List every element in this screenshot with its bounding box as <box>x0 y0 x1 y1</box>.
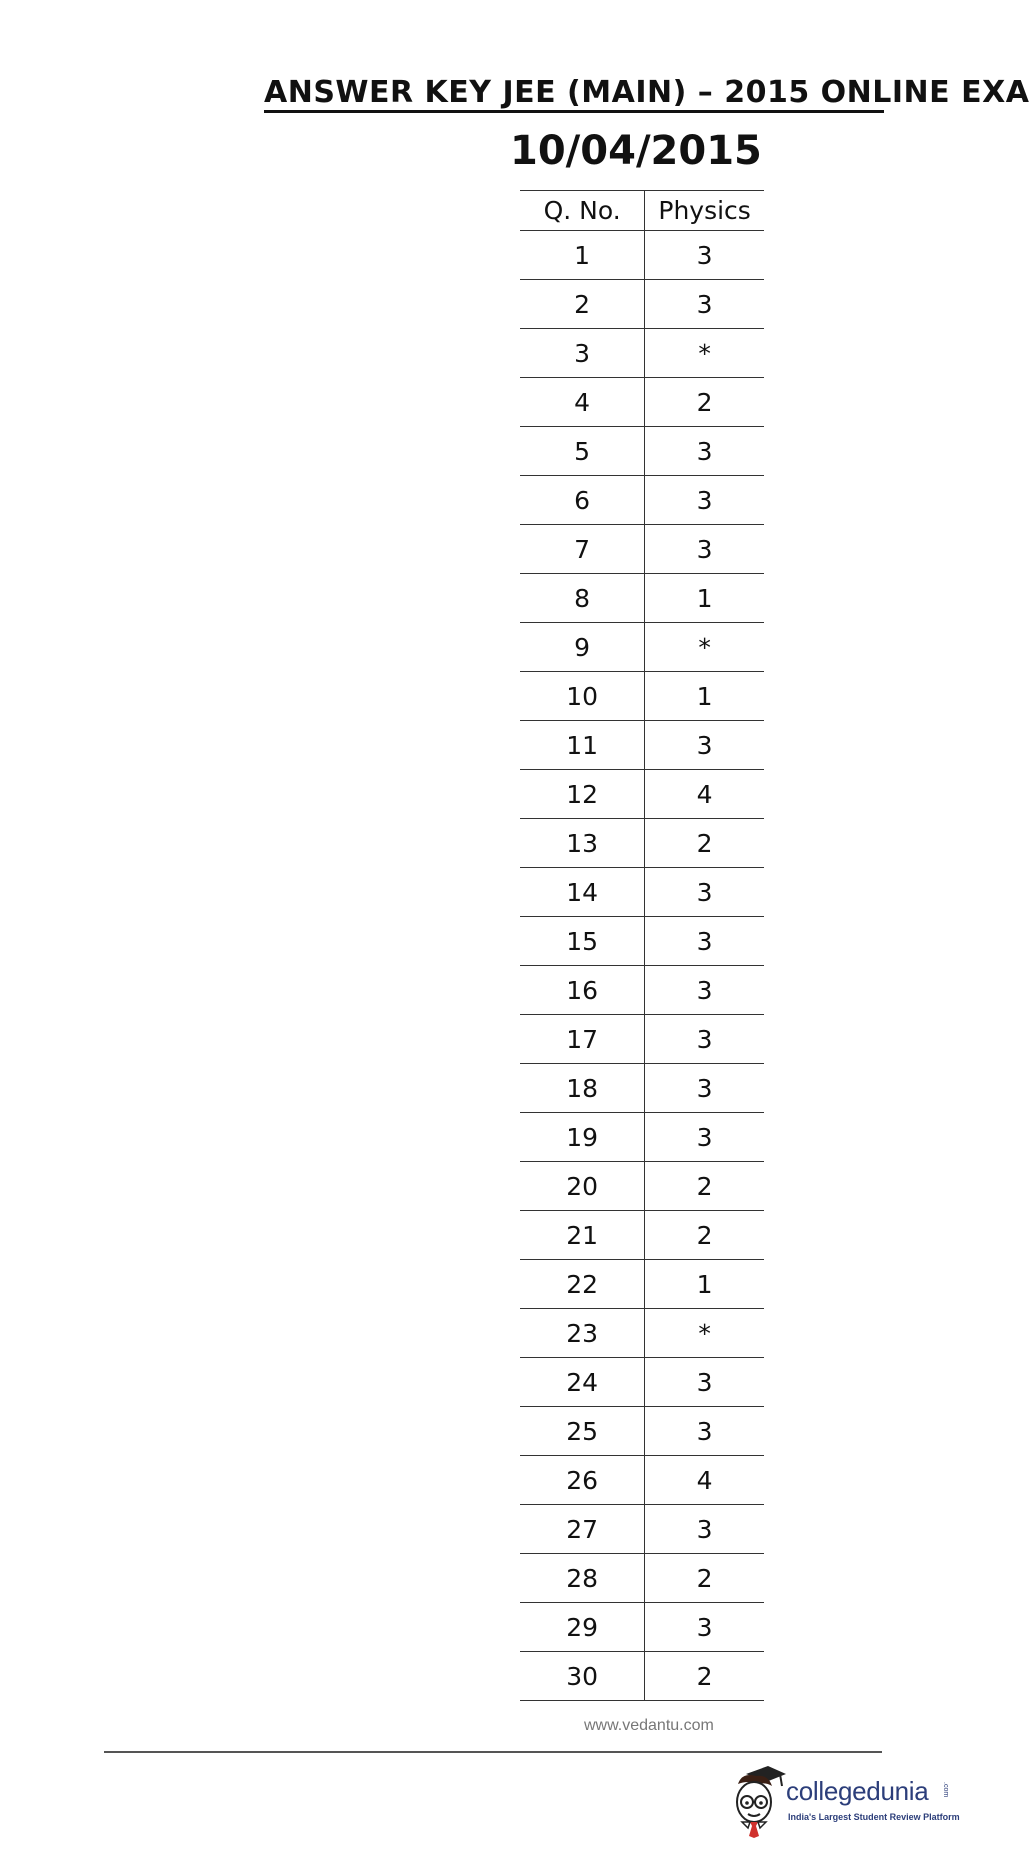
physics-answer-cell: 3 <box>645 1015 764 1064</box>
physics-answer-cell: 2 <box>645 1554 764 1603</box>
physics-answer-cell: 1 <box>645 672 764 721</box>
brand-name: collegedunia <box>786 1776 929 1806</box>
table-row <box>520 623 764 672</box>
question-number-cell: 15 <box>520 917 645 966</box>
physics-answer-cell: 2 <box>645 1162 764 1211</box>
question-number-cell: 23 <box>520 1309 645 1358</box>
question-number-cell: 13 <box>520 819 645 868</box>
physics-answer-cell: 3 <box>645 525 764 574</box>
physics-answer-cell: 1 <box>645 574 764 623</box>
question-number-cell: 26 <box>520 1456 645 1505</box>
question-number-cell: 18 <box>520 1064 645 1113</box>
collegedunia-brand <box>728 1762 958 1838</box>
question-number-cell: 10 <box>520 672 645 721</box>
question-number-cell: 14 <box>520 868 645 917</box>
table-row <box>520 525 764 574</box>
table-row <box>520 476 764 525</box>
physics-answer-cell: * <box>645 329 764 378</box>
physics-answer-cell: 3 <box>645 1603 764 1652</box>
table-row <box>520 574 764 623</box>
table-row <box>520 1407 764 1456</box>
question-number-cell: 4 <box>520 378 645 427</box>
table-row <box>520 1603 764 1652</box>
question-number-cell: 16 <box>520 966 645 1015</box>
student-mascot-icon <box>728 1762 788 1838</box>
table-row <box>520 231 764 280</box>
table-row <box>520 1211 764 1260</box>
physics-answer-cell: 1 <box>645 1260 764 1309</box>
table-row <box>520 819 764 868</box>
brand-tld: .com <box>942 1782 949 1798</box>
question-number-cell: 3 <box>520 329 645 378</box>
footer-site-url: www.vedantu.com <box>584 1717 714 1734</box>
question-number-cell: 6 <box>520 476 645 525</box>
table-row <box>520 1113 764 1162</box>
physics-answer-cell: 3 <box>645 1505 764 1554</box>
question-number-cell: 21 <box>520 1211 645 1260</box>
table-row <box>520 1015 764 1064</box>
physics-answer-cell: 3 <box>645 427 764 476</box>
physics-answer-cell: 3 <box>645 231 764 280</box>
question-number-cell: 11 <box>520 721 645 770</box>
table-row <box>520 1505 764 1554</box>
table-row <box>520 1309 764 1358</box>
table-row <box>520 917 764 966</box>
table-row <box>520 1554 764 1603</box>
document-title: ANSWER KEY JEE (MAIN) – 2015 ONLINE EXA <box>264 75 1029 110</box>
brand-tagline: India's Largest Student Review Platform <box>788 1812 960 1822</box>
question-number-cell: 20 <box>520 1162 645 1211</box>
physics-answer-cell: 3 <box>645 868 764 917</box>
question-number-cell: 22 <box>520 1260 645 1309</box>
physics-answer-cell: 4 <box>645 770 764 819</box>
physics-answer-cell: 3 <box>645 721 764 770</box>
answer-key-table <box>520 190 764 1701</box>
column-header-question-number: Q. No. <box>520 191 645 231</box>
table-row <box>520 1652 764 1701</box>
question-number-cell: 7 <box>520 525 645 574</box>
document-header <box>264 75 1029 114</box>
question-number-cell: 30 <box>520 1652 645 1701</box>
physics-answer-cell: 3 <box>645 1113 764 1162</box>
physics-answer-cell: 2 <box>645 1652 764 1701</box>
exam-date: 10/04/2015 <box>510 128 762 174</box>
physics-answer-cell: 2 <box>645 378 764 427</box>
title-underline <box>264 110 884 113</box>
table-row <box>520 1064 764 1113</box>
question-number-cell: 25 <box>520 1407 645 1456</box>
question-number-cell: 5 <box>520 427 645 476</box>
question-number-cell: 12 <box>520 770 645 819</box>
table-row <box>520 721 764 770</box>
table-row <box>520 378 764 427</box>
question-number-cell: 1 <box>520 231 645 280</box>
physics-answer-cell: 3 <box>645 476 764 525</box>
physics-answer-cell: 3 <box>645 1407 764 1456</box>
physics-answer-cell: 3 <box>645 1064 764 1113</box>
table-row <box>520 966 764 1015</box>
question-number-cell: 28 <box>520 1554 645 1603</box>
question-number-cell: 2 <box>520 280 645 329</box>
physics-answer-cell: 3 <box>645 280 764 329</box>
table-row <box>520 868 764 917</box>
question-number-cell: 8 <box>520 574 645 623</box>
table-header-row <box>520 191 764 231</box>
table-row <box>520 329 764 378</box>
answer-rows <box>520 231 764 1701</box>
physics-answer-cell: 2 <box>645 1211 764 1260</box>
question-number-cell: 17 <box>520 1015 645 1064</box>
table-row <box>520 1260 764 1309</box>
column-header-physics: Physics <box>645 191 764 231</box>
physics-answer-cell: 3 <box>645 966 764 1015</box>
question-number-cell: 29 <box>520 1603 645 1652</box>
page-divider <box>104 1751 882 1753</box>
physics-answer-cell: * <box>645 623 764 672</box>
question-number-cell: 19 <box>520 1113 645 1162</box>
physics-answer-cell: 3 <box>645 1358 764 1407</box>
question-number-cell: 24 <box>520 1358 645 1407</box>
physics-answer-cell: 3 <box>645 917 764 966</box>
table-row <box>520 280 764 329</box>
table-row <box>520 672 764 721</box>
table-row <box>520 427 764 476</box>
question-number-cell: 9 <box>520 623 645 672</box>
question-number-cell: 27 <box>520 1505 645 1554</box>
table-row <box>520 1456 764 1505</box>
table-row <box>520 1358 764 1407</box>
physics-answer-cell: * <box>645 1309 764 1358</box>
physics-answer-cell: 2 <box>645 819 764 868</box>
physics-answer-cell: 4 <box>645 1456 764 1505</box>
table-row <box>520 1162 764 1211</box>
table-row <box>520 770 764 819</box>
